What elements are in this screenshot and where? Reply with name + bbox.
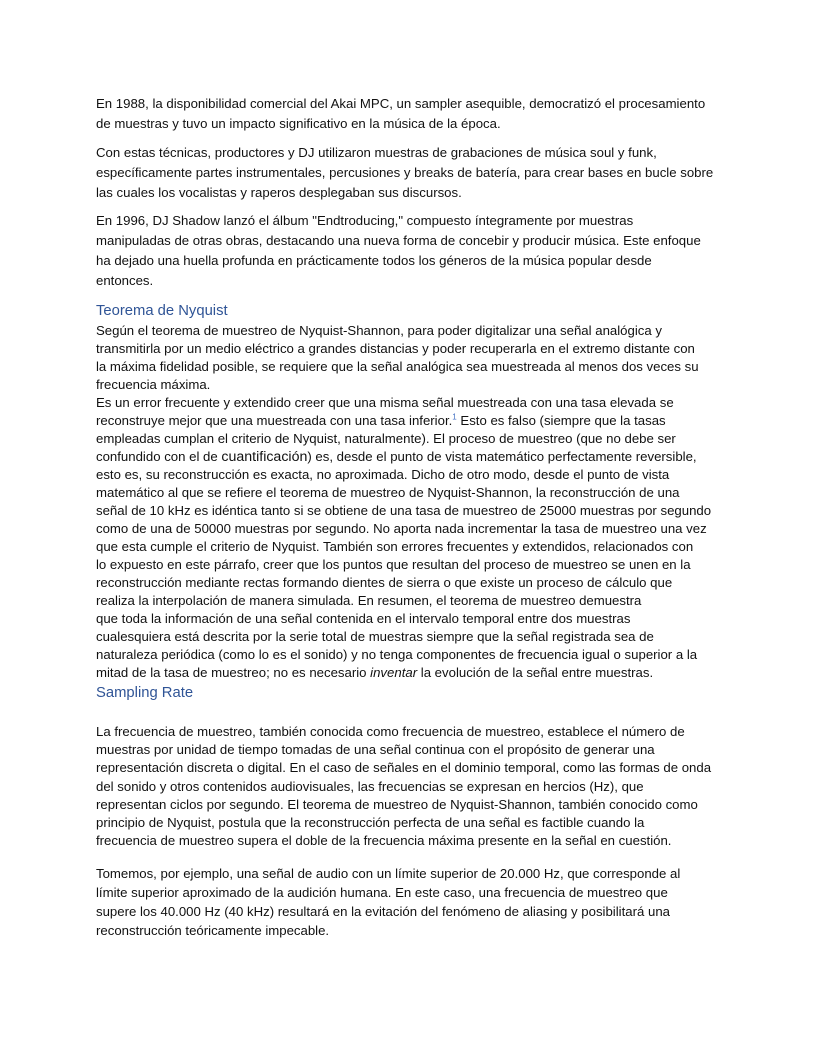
text-line: Tomemos, por ejemplo, una señal de audio con un límite superior de 20.000 Hz, que corresponde al	[96, 866, 681, 881]
text-line: las cuales los vocalistas y raperos desplegaban sus discursos.	[96, 185, 462, 200]
text-line	[96, 412, 736, 430]
text-line: La frecuencia de muestreo, también conocida como frecuencia de muestreo, establece el número de	[96, 724, 685, 739]
text-line: específicamente partes instrumentales, percusiones y breaks de batería, para crear bases en bucle sobre	[96, 165, 714, 180]
text-line: la máxima fidelidad posible, se requiere que la señal analógica sea muestreada al menos dos veces su	[96, 359, 699, 374]
text-line: matemático al que se refiere el teorema de muestreo de Nyquist-Shannon, la reconstrucción de una	[96, 485, 680, 500]
text-segment: confundido con el de	[96, 449, 222, 464]
paragraph-nyquist-theorem	[96, 322, 736, 682]
text-segment: cuantificación	[221, 449, 308, 465]
text-line: de muestras y tuvo un impacto significativo en la música de la época.	[96, 116, 501, 131]
text-line: frecuencia máxima.	[96, 377, 211, 392]
text-segment: mitad de la tasa de muestreo; no es necesario	[96, 665, 371, 680]
text-line: que esta cumple el criterio de Nyquist. También son errores frecuentes y extendidos, relacionados con	[96, 539, 694, 554]
text-line: frecuencia de muestreo supera el doble de la frecuencia máxima presente en la señal en cuestión.	[96, 833, 672, 849]
footnote-reference[interactable]: 1	[452, 412, 457, 422]
paragraph-audio-example	[96, 864, 736, 940]
text-segment: la evolución de la señal entre muestras.	[417, 665, 654, 680]
text-line: representación discreta o digital. En el caso de señales en el dominio temporal, como las formas de onda	[96, 760, 712, 776]
text-line	[96, 448, 736, 466]
text-line: ha dejado una huella profunda en prácticamente todos los géneros de la música popular desde	[96, 253, 652, 268]
text-line: reconstrucción teóricamente impecable.	[96, 923, 330, 938]
text-line: Es un error frecuente y extendido creer que una misma señal muestreada con una tasa elevada se	[96, 395, 674, 410]
text-line: empleadas cumplan el criterio de Nyquist, naturalmente). El proceso de muestreo (que no debe ser	[96, 431, 676, 446]
paragraph-sampling-frequency	[96, 723, 736, 850]
text-line: reconstrucción mediante rectas formando dientes de sierra o que existe un proceso de cálculo que	[96, 575, 673, 590]
text-line: realiza la interpolación de manera simulada. En resumen, el teorema de muestreo demuestra	[96, 593, 642, 608]
paragraph-akai-mpc	[96, 94, 736, 134]
text-line: manipuladas de otras obras, destacando una nueva forma de concebir y producir música. Este enfoque	[96, 233, 701, 248]
paragraph-dj-shadow	[96, 211, 736, 291]
text-line: cualesquiera está descrita por la serie total de muestras siempre que la señal registrada sea de	[96, 629, 654, 644]
heading-teorema-de-nyquist: Teorema de Nyquist	[96, 303, 228, 319]
text-line: principio de Nyquist, postula que la reconstrucción perfecta de una señal es factible cuando la	[96, 814, 645, 830]
text-segment: Esto es falso (siempre que la tasas	[456, 413, 666, 428]
text-line	[96, 664, 736, 682]
paragraph-techniques	[96, 143, 736, 203]
text-line: supere los 40.000 Hz (40 kHz) resultará en la evitación del fenómeno de aliasing y posibilitará una	[96, 904, 670, 919]
text-line: Según el teorema de muestreo de Nyquist-Shannon, para poder digitalizar una señal analógica y	[96, 323, 662, 338]
text-line: muestras por unidad de tiempo tomadas de una señal continua con el propósito de generar una	[96, 742, 655, 758]
heading-sampling-rate: Sampling Rate	[96, 685, 194, 701]
text-line: entonces.	[96, 273, 154, 288]
text-line: representan ciclos por segundo. El teorema de muestreo de Nyquist-Shannon, también conocido como	[96, 796, 698, 812]
text-line: como de una de 50000 muestras por segundo. No aporta nada incrementar la tasa de muestreo una vez	[96, 521, 707, 536]
text-line: Con estas técnicas, productores y DJ utilizaron muestras de grabaciones de música soul y funk,	[96, 145, 657, 160]
text-line: que toda la información de una señal contenida en el intervalo temporal entre dos muestras	[96, 611, 631, 626]
text-line: esto es, su reconstrucción es exacta, no aproximada. Dicho de otro modo, desde el punto de vista	[96, 467, 670, 482]
text-segment: inventar	[370, 665, 418, 680]
text-line: naturaleza periódica (como lo es el sonido) y no tenga componentes de frecuencia igual o superior a la	[96, 647, 698, 662]
text-line: lo expuesto en este párrafo, creer que los puntos que resultan del proceso de muestreo se unen en la	[96, 557, 691, 572]
text-line: transmitirla por un medio eléctrico a grandes distancias y poder recuperarla en el extremo distante con	[96, 341, 695, 356]
text-line: límite superior aproximado de la audición humana. En este caso, una frecuencia de muestreo que	[96, 885, 668, 900]
text-line: En 1988, la disponibilidad comercial del Akai MPC, un sampler asequible, democratizó el procesamiento	[96, 96, 706, 111]
text-segment: reconstruye mejor que una muestreada con una tasa inferior.	[96, 413, 453, 428]
text-line: En 1996, DJ Shadow lanzó el álbum "Endtroducing," compuesto íntegramente por muestras	[96, 213, 634, 228]
text-segment: ) es, desde el punto de vista matemático perfectamente reversible,	[307, 449, 697, 464]
text-line: del sonido y otros contenidos audiovisuales, las frecuencias se expresan en hercios (Hz), que	[96, 778, 644, 794]
text-line: señal de 10 kHz es idéntica tanto si se obtiene de una tasa de muestreo de 25000 muestras por segundo	[96, 503, 712, 518]
